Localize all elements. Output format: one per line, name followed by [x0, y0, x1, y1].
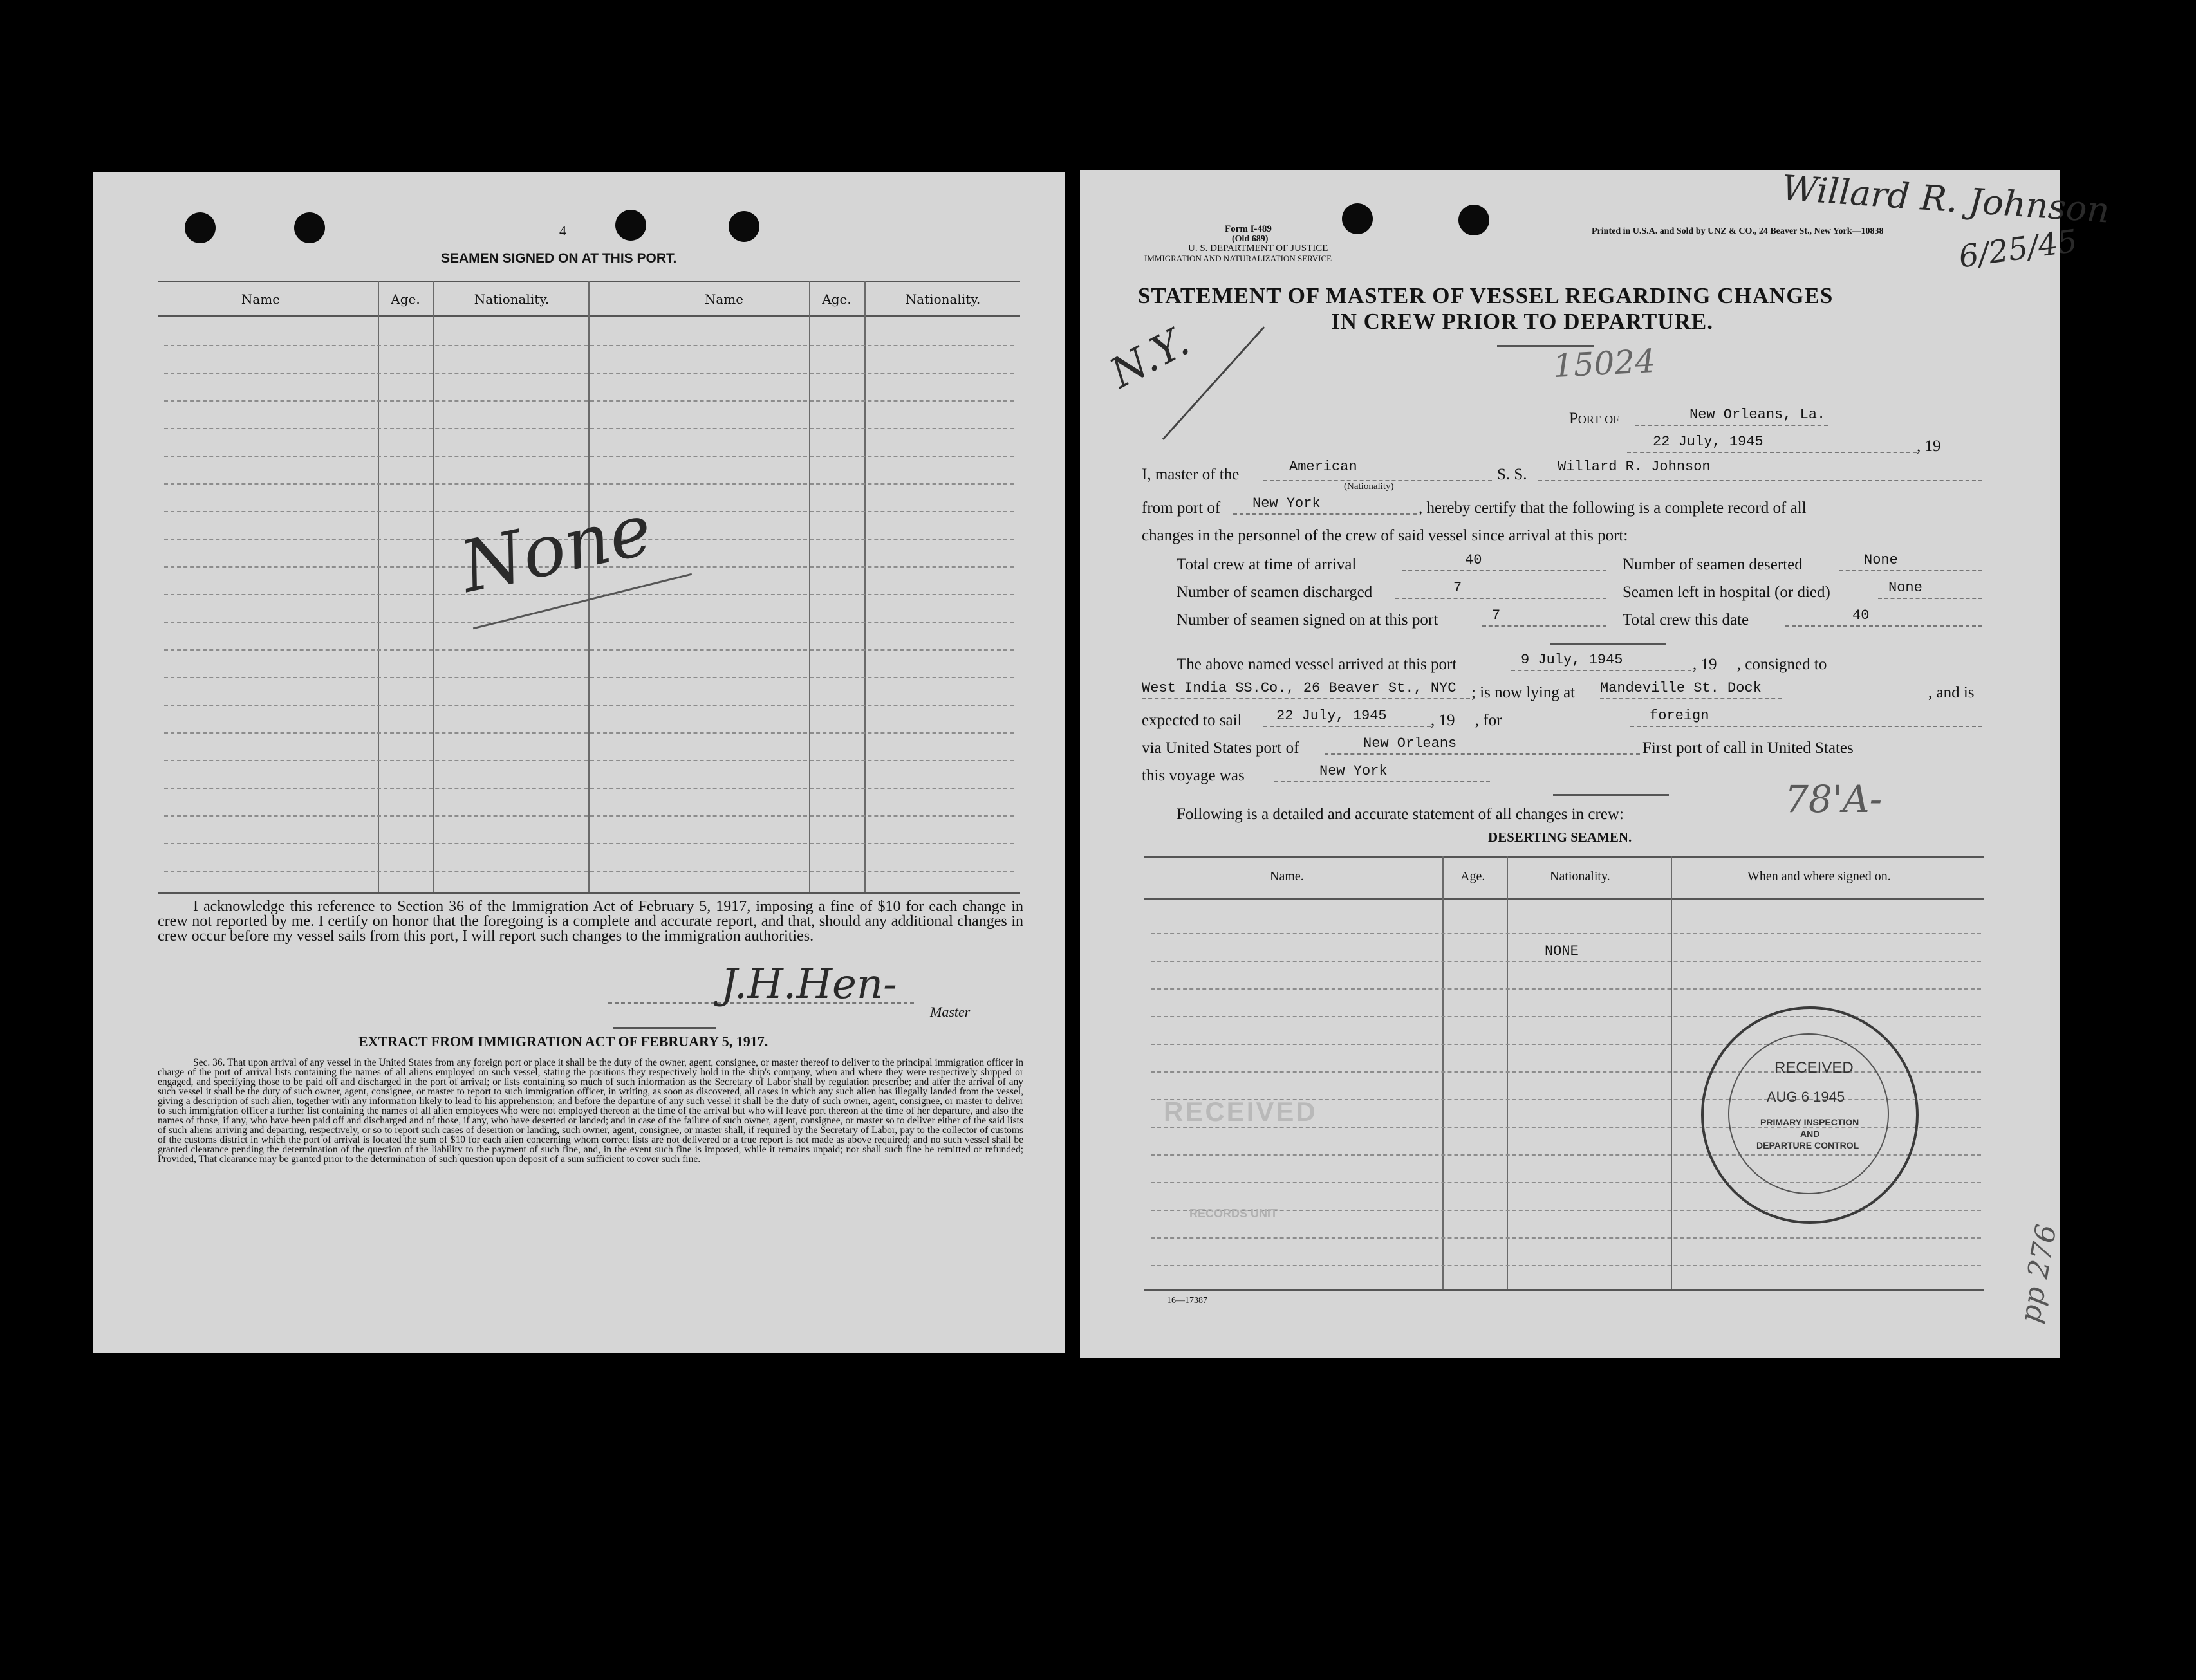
handwritten-number: 15024: [1552, 342, 1657, 385]
column-header-signed-on: When and where signed on.: [1747, 869, 1891, 883]
discharged-value: 7: [1453, 580, 1462, 596]
table-row-rule: [164, 373, 1014, 374]
stamp-inner-ring: [1728, 1033, 1889, 1194]
date-value: 22 July, 1945: [1653, 434, 1763, 450]
signed-on-value: 7: [1492, 607, 1501, 623]
stamp-text1: PRIMARY INSPECTION: [1760, 1117, 1859, 1127]
form-old-number: (Old 689): [1232, 234, 1269, 244]
table-row-rule: [164, 732, 1014, 734]
table-row-rule: [164, 788, 1014, 789]
date-suffix: , 19: [1917, 438, 1941, 455]
hospital-label: Seamen left in hospital (or died): [1623, 584, 1830, 601]
table-row-rule: [164, 649, 1014, 651]
discharged-label: Number of seamen discharged: [1177, 584, 1373, 601]
table-row-rule: [1151, 961, 1981, 962]
extract-text: Sec. 36. That upon arrival of any vessel in the United States from any foreign port or place it shall be the duty of the owner, agent, consignee, or master thereof to deliver to the principal immigration officer in charge of the port of arrival lists containing the names of all aliens employed on such vessel, stating the positions they respectively hold in the ship's company, when and where they were respectively shipped or engaged, and specifying those to be paid off and discharged in the port of arrival; or lists containing so much of such information as the Secretary of Labor shall by regulation prescribe; and after the arrival of any such vessel it shall be the duty of such owner, agent, consignee, or master to report to such immigration officer, in writing, as soon as discovered, all cases in which any such alien has illegally landed from the vessel, giving a description of such alien, together with any information likely to lead to his apprehension; and before the departure of any such vessel it shall be the duty of such owner, agent, consignee, or master to deliver to such immigration officer a further list containing the names of all alien employees who were not employed thereon at the time of the arrival but who will leave port thereon at the time of her departure, and also the names of those, if any, who have been paid off and discharged and of those, if any, who have deserted or landed; and in case of the failure of such owner, agent, consignee, or master so to deliver either of the said lists of such aliens arriving and departing, respectively, or so to report such cases of desertion or landing, such owner, agent, consignee, or master shall, if required by the Secretary of Labor, pay to the collector of customs of the customs district in which the port of arrival is located the sum of $10 for each alien concerning whom correct lists are not delivered or a true report is not made as above required; and no such vessel shall be granted clearance pending the determination of the question of the liability to the payment of such fine, and, in the event such fine is imposed, while it remains unpaid; nor shall such fine be remitted or refunded; Provided, That clearance may be granted prior to the determination of such question upon deposit of a sum sufficient to cover such fine.: [158, 1057, 1023, 1165]
punch-hole: [615, 210, 646, 241]
column-header-age: Age.: [1460, 869, 1485, 883]
via-field: [1325, 737, 1640, 755]
table-top-rule: [1144, 856, 1984, 858]
total-crew-arrival-value: 40: [1465, 552, 1482, 568]
hospital-value: None: [1888, 580, 1922, 596]
from-port-field: [1233, 497, 1417, 515]
handwritten-78a: 78'A-: [1785, 777, 1883, 821]
consignee-field: [1142, 681, 1470, 699]
master-label: Master: [930, 1004, 971, 1020]
table-row-rule: [164, 705, 1014, 706]
department-line: U. S. DEPARTMENT OF JUSTICE: [1188, 243, 1328, 254]
stamp-text2: AND: [1800, 1129, 1820, 1139]
column-rule: [1671, 856, 1672, 1289]
nationality-field: [1263, 459, 1492, 481]
punch-hole: [185, 212, 216, 243]
short-rule: [1553, 794, 1669, 796]
lying-field: [1600, 681, 1782, 699]
short-rule: [613, 1027, 716, 1029]
following-text: Following is a detailed and accurate statement of all changes in crew:: [1177, 806, 1624, 823]
deserted-value: None: [1864, 552, 1898, 568]
nationality-value: American: [1289, 459, 1357, 475]
form-title-line1: STATEMENT OF MASTER OF VESSEL REGARDING CHANGES: [1138, 283, 1834, 308]
table-row-rule: [164, 871, 1014, 872]
voyage-label: this voyage was: [1142, 767, 1245, 784]
table-header-rule: [1144, 898, 1984, 900]
from-port-value: New York: [1252, 495, 1321, 512]
arrived-value: 9 July, 1945: [1521, 652, 1623, 668]
column-rule: [1442, 856, 1444, 1289]
total-crew-date-field: [1785, 609, 1982, 627]
ss-value: Willard R. Johnson: [1558, 459, 1711, 475]
from-port-label: from port of: [1142, 499, 1221, 517]
table-row-rule: [1151, 1265, 1981, 1266]
table-row-rule: [164, 594, 1014, 595]
short-rule: [1550, 643, 1666, 645]
table-row-rule: [164, 815, 1014, 817]
port-of-value: New Orleans, La.: [1689, 407, 1826, 423]
table-row-rule: [1151, 1237, 1981, 1239]
table-row-rule: [1151, 933, 1981, 934]
acknowledgement-text: I acknowledge this reference to Section 36 of the Immigration Act of February 5, 1917, imposing a fine of $10 for each change in crew not reported by me. I certify on honor that the foregoing is a complete and accurate report, and that, should any additional changes in crew occur before my vessel sails from this port, I will report such changes to the immigration authorities.: [158, 898, 1023, 945]
faded-received-stamp: RECEIVED: [1164, 1096, 1317, 1127]
changes-text: changes in the personnel of the crew of said vessel since arrival at this port:: [1142, 527, 1628, 544]
date-field: [1627, 435, 1917, 453]
arrived-field: [1511, 653, 1691, 671]
column-rule: [1507, 856, 1508, 1289]
arrived-label: The above named vessel arrived at this port: [1177, 656, 1457, 673]
for-field: [1630, 709, 1982, 727]
first-port-label: First port of call in United States: [1642, 739, 1854, 757]
consignee-value: West India SS.Co., 26 Beaver St., NYC: [1142, 680, 1456, 696]
column-header-nationality: Nationality.: [1550, 869, 1610, 883]
stamp-received: RECEIVED: [1774, 1059, 1854, 1076]
page-number: 4: [559, 223, 566, 239]
deserting-title: DESERTING SEAMEN.: [1488, 829, 1632, 845]
and-is-text: , and is: [1928, 684, 1975, 701]
via-value: New Orleans: [1363, 735, 1457, 752]
none-entry: NONE: [1545, 943, 1579, 959]
deserted-label: Number of seamen deserted: [1623, 556, 1803, 573]
lying-value: Mandeville St. Dock: [1600, 680, 1762, 696]
table-bottom-rule: [158, 892, 1020, 894]
handwritten-corner: pp 276: [2013, 1222, 2063, 1325]
total-crew-date-value: 40: [1852, 607, 1870, 623]
received-stamp: [1701, 1006, 1919, 1224]
table-row-rule: [164, 843, 1014, 844]
faded-records-unit: RECORDS UNIT: [1189, 1207, 1278, 1220]
extract-title: EXTRACT FROM IMMIGRATION ACT OF FEBRUARY 5, 1917.: [358, 1033, 768, 1049]
total-crew-date-label: Total crew this date: [1623, 611, 1749, 629]
signed-on-label: Number of seamen signed on at this port: [1177, 611, 1438, 629]
table-row-rule: [164, 456, 1014, 457]
printer-line: Printed in U.S.A. and Sold by UNZ & CO., 24 Beaver St., New York—10838: [1592, 226, 1884, 236]
table-row-rule: [164, 760, 1014, 761]
voyage-field: [1274, 764, 1490, 782]
master-signature: J.H.Hen-: [721, 961, 897, 1008]
ss-field: [1538, 459, 1982, 481]
stamp-date: AUG 6 1945: [1767, 1089, 1845, 1105]
table-row-rule: [164, 622, 1014, 623]
deserted-field: [1839, 553, 1982, 571]
via-label: via United States port of: [1142, 739, 1299, 757]
nationality-caption: (Nationality): [1344, 481, 1394, 492]
expected-value: 22 July, 1945: [1276, 708, 1387, 724]
column-header-nationality: Nationality.: [474, 291, 550, 307]
punch-hole: [1458, 205, 1489, 235]
form-title-line2: IN CREW PRIOR TO DEPARTURE.: [1331, 309, 1713, 334]
handwritten-date: 6/25/45: [1957, 223, 2080, 275]
hospital-field: [1878, 581, 1982, 599]
punch-hole: [1342, 203, 1373, 234]
column-header-name: Name.: [1270, 869, 1304, 883]
section-title: SEAMEN SIGNED ON AT THIS PORT.: [441, 251, 677, 266]
table-row-rule: [164, 483, 1014, 485]
column-header-name: Name: [704, 291, 744, 307]
table-row-rule: [164, 345, 1014, 346]
consigned-label: , 19 , consigned to: [1693, 656, 1827, 673]
stamp-text3: DEPARTURE CONTROL: [1756, 1140, 1859, 1150]
port-of-label: Port of: [1569, 410, 1620, 427]
column-header-nationality: Nationality.: [905, 291, 981, 307]
discharged-field: [1395, 581, 1606, 599]
column-header-name: Name: [241, 291, 281, 307]
column-header-age: Age.: [822, 291, 851, 307]
handwritten-ny: N.Y.: [1103, 317, 1197, 398]
master-of-label: I, master of the: [1142, 466, 1240, 483]
punch-hole: [729, 211, 759, 242]
signed-on-field: [1482, 609, 1606, 627]
port-of-field: [1635, 408, 1828, 426]
table-row-rule: [164, 400, 1014, 402]
form-number-line: Form I-489: [1225, 224, 1272, 234]
left-page: [93, 172, 1065, 1353]
lying-label: ; is now lying at: [1471, 684, 1576, 701]
service-line: IMMIGRATION AND NATURALIZATION SERVICE: [1144, 254, 1332, 263]
for-label: , 19 , for: [1431, 712, 1502, 729]
column-header-age: Age.: [391, 291, 420, 307]
punch-hole: [294, 212, 325, 243]
total-crew-arrival-field: [1402, 553, 1606, 571]
right-page: [1080, 167, 2111, 1358]
certify-text: , hereby certify that the following is a complete record of all: [1419, 499, 1807, 517]
table-bottom-rule: [1144, 1289, 1984, 1291]
form-number: 16—17387: [1167, 1296, 1207, 1306]
handwritten-none: None: [453, 488, 659, 609]
for-value: foreign: [1650, 708, 1709, 724]
table-row-rule: [164, 677, 1014, 678]
table-row-rule: [1151, 988, 1981, 990]
expected-label: expected to sail: [1142, 712, 1242, 729]
table-row-rule: [164, 428, 1014, 429]
voyage-value: New York: [1319, 763, 1388, 779]
handwritten-name: Willard R. Johnson: [1780, 167, 2111, 231]
total-crew-arrival-label: Total crew at time of arrival: [1177, 556, 1357, 573]
expected-field: [1263, 709, 1431, 727]
ss-label: S. S.: [1497, 466, 1527, 483]
